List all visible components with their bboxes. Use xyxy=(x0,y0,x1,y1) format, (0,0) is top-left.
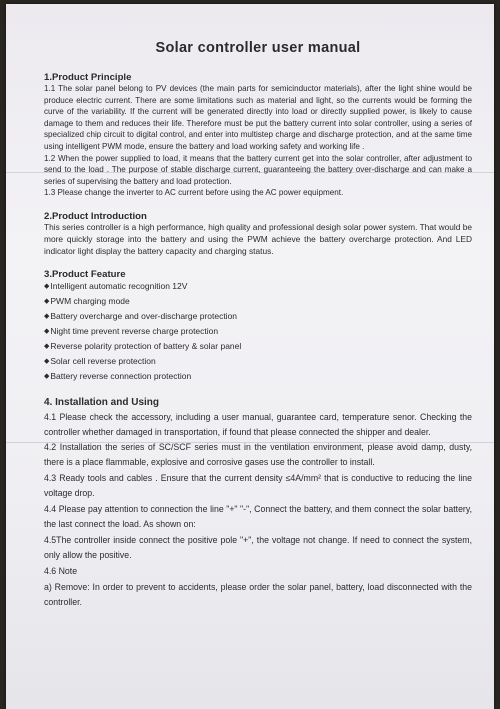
section-heading: 3.Product Feature xyxy=(44,269,126,281)
paragraph: 1.1 The solar panel belong to PV devices (the main parts for semicinductor materials), after the light shine would be produce electric current. There are some limitations such as material and light, so the currents would be forming the curve of the variability. If the current will be generated directly into load or directly supplied power, is likely to cause damage to them and reduces their life. Therefore must be put the battery current into solar controller, using a series of specialized chip circuit to digital control, and enter into multistep charge and discharge protection, and at the same time using intelligent PWM mode, ensure the battery and load working safety and working life . xyxy=(44,84,472,151)
manual-page xyxy=(6,4,494,709)
section-heading: 4. Installation and Using xyxy=(44,396,160,408)
feature-item: ◆ Reverse polarity protection of battery & solar panel xyxy=(44,340,472,355)
paragraph: This series controller is a high performance, high quality and professional desigh solar power system. That would be more quickly storage into the battery and using the PWM achieve the battery overcharge protection. And LED indicator light display the battery capacity and charging status. xyxy=(44,221,472,256)
paragraph: 4.2 Installation the series of SC/SCF series must in the ventilation environment, please avoid damp, dusty, there is a place flammable, explosive and corrosive gases use the controller to install. xyxy=(44,442,472,468)
section-product-principle xyxy=(44,72,472,199)
section-product-introduction xyxy=(44,211,472,257)
section-heading: 1.Product Principle xyxy=(44,72,132,83)
paragraph: 4.6 Note xyxy=(44,565,78,576)
section-installation xyxy=(44,397,472,610)
paragraph: a) Remove: In order to prevent to accidents, please order the solar panel, battery, load disconnected with the controller. xyxy=(44,581,472,607)
feature-item: ◆ Intelligent automatic recognition 12V xyxy=(44,280,472,295)
feature-item: ◆ Night time prevent reverse charge protection xyxy=(44,325,472,340)
feature-item: ◆ Battery reverse connection protection xyxy=(44,370,472,385)
page-title: Solar controller user manual xyxy=(155,40,361,56)
manual-content xyxy=(44,40,472,621)
section-heading: 2.Product Introduction xyxy=(44,210,147,222)
paragraph: 1.3 Please change the inverter to AC current before using the AC power equipment. xyxy=(44,188,344,198)
paragraph: 4.3 Ready tools and cables . Ensure that the current density ≤4A/mm² that is conductive to reducing the line voltage drop. xyxy=(44,473,472,499)
feature-item: ◆ Solar cell reverse protection xyxy=(44,355,472,370)
paragraph: 1.2 When the power supplied to load, it means that the battery current get into the solar controller, after adjustment to send to the load . The purpose of stable discharge current, guaranteeing the battery over-discharge and can make a series of supervising the battery and load protection. xyxy=(44,153,472,186)
feature-item: ◆ PWM charging mode xyxy=(44,295,472,310)
paragraph: 4.4 Please pay attention to connection the line "+" "-", Connect the battery, and them connect the solar battery, the last connect the load. As shown on: xyxy=(44,504,472,530)
section-product-feature xyxy=(44,269,472,384)
feature-item: ◆ Battery overcharge and over-discharge protection xyxy=(44,310,472,325)
paragraph: 4.5The controller inside connect the positive pole "+", the voltage not change. If need to connect the system, only allow the positive. xyxy=(44,534,472,560)
paragraph: 4.1 Please check the accessory, including a user manual, guarantee card, temperature senor. Checking the controller whether damaged in transportation, if found that please connected the shipper and dealer. xyxy=(44,411,472,437)
